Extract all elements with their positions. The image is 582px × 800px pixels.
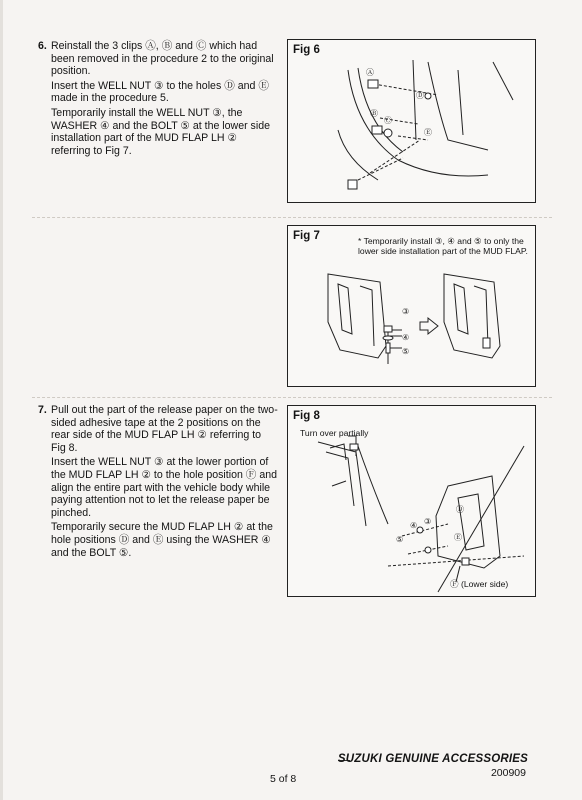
figure-7-note: * Temporarily install ③, ④ and ⑤ to only the lower side installation part of the MUD FLAP.	[358, 236, 528, 256]
callout-4: ④	[402, 333, 410, 342]
callout-a: Ⓐ	[366, 68, 374, 77]
section-divider	[32, 397, 552, 398]
step-7-paragraph-3: Temporarily secure the MUD FLAP LH ② at the hole positions Ⓓ and Ⓔ using the WASHER ④ and the BOLT ⑤.	[51, 521, 273, 559]
figure-8-drawing	[288, 406, 535, 596]
figure-label: Fig 8	[293, 410, 320, 422]
figure-6	[287, 39, 536, 203]
callout-d: Ⓓ	[456, 505, 464, 514]
step-number: 6.	[38, 40, 47, 52]
callout-4: ④	[410, 521, 418, 530]
figure-8	[287, 405, 536, 597]
section-divider	[32, 217, 552, 218]
callout-3: ③	[424, 517, 432, 526]
callout-e: Ⓔ	[454, 533, 462, 542]
callout-b: Ⓑ	[370, 109, 378, 118]
callout-c: Ⓒ	[384, 116, 392, 125]
step-7-paragraph-1: Pull out the part of the release paper on the two-sided adhesive tape at the 2 positions on the rear side of the MUD FLAP LH ② referring to Fig 8.	[51, 404, 278, 454]
figure-label: Fig 6	[293, 44, 320, 56]
lower-side-label: Ⓕ (Lower side)	[450, 579, 509, 589]
step-6-paragraph-1: Reinstall the 3 clips Ⓐ, Ⓑ and Ⓒ which had been removed in the procedure 2 to the original position.	[51, 40, 274, 78]
figure-7	[287, 225, 536, 387]
figure-label: Fig 7	[293, 230, 320, 242]
step-7	[38, 404, 278, 561]
callout-5: ⑤	[402, 347, 410, 356]
callout-5: ⑤	[396, 535, 404, 544]
step-6-paragraph-2: Insert the WELL NUT ③ to the holes Ⓓ and Ⓔ made in the procedure 5.	[51, 79, 269, 105]
step-6	[38, 40, 278, 159]
footer-brand: SUZUKI GENUINE ACCESSORIES	[337, 753, 528, 765]
step-6-paragraph-3: Temporarily install the WELL NUT ③, the WASHER ④ and the BOLT ⑤ at the lower side installation part of the MUD FLAP LH ② referring to Fig 7.	[51, 106, 270, 157]
callout-3: ③	[402, 307, 410, 316]
step-number: 7.	[38, 404, 47, 416]
figure-7-drawing	[288, 226, 535, 386]
footer-code: 200909	[490, 767, 526, 779]
callout-e: Ⓔ	[424, 128, 432, 137]
callout-d: Ⓓ	[416, 91, 424, 100]
figure-8-note: Turn over partially	[300, 428, 369, 438]
figure-6-drawing	[288, 40, 535, 202]
page-number: 5 of 8	[270, 773, 297, 785]
step-7-paragraph-2: Insert the WELL NUT ③ at the lower portion of the MUD FLAP LH ② to the hole position Ⓕ and align the entire part with the vehicle body while paying attention not to let the release paper be pinched.	[51, 456, 278, 519]
